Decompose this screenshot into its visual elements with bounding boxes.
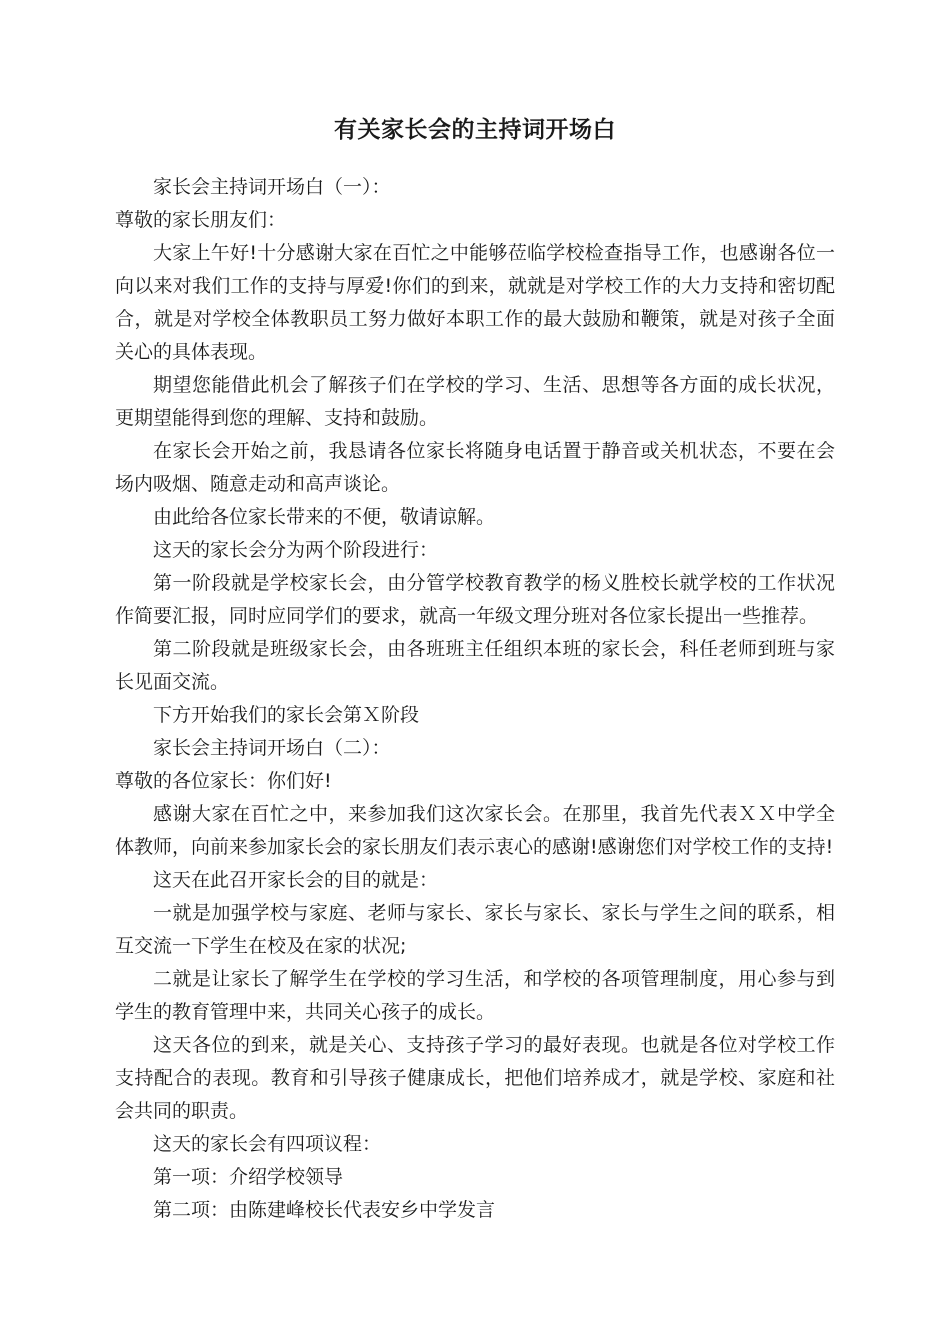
paragraph: 第一项：介绍学校领导 — [153, 1166, 344, 1188]
paragraph: 这天在此召开家长会的目的就是： — [153, 869, 439, 891]
paragraph: 这天的家长会分为两个阶段进行： — [153, 539, 439, 561]
paragraph: 一就是加强学校与家庭、老师与家长、家长与家长、家长与学生之间的联系，相互交流一下学生在校及在家的状况; — [115, 902, 835, 957]
paragraph: 第二项：由陈建峰校长代表安乡中学发言 — [153, 1199, 496, 1221]
paragraph: 第一阶段就是学校家长会，由分管学校教育教学的杨义胜校长就学校的工作状况作简要汇报，同时应同学们的要求，就高一年级文理分班对各位家长提出一些推荐。 — [115, 572, 835, 627]
document-body — [115, 171, 835, 1227]
paragraph: 家长会主持词开场白（一）： — [153, 176, 391, 198]
paragraph: 大家上午好!十分感谢大家在百忙之中能够莅临学校检查指导工作，也感谢各位一向以来对我们工作的支持与厚爱!你们的到来，就就是对学校工作的大力支持和密切配合，就是对学校全体教职员工努力做好本职工作的最大鼓励和鞭策，就是对孩子全面关心的具体表现。 — [115, 242, 835, 363]
paragraph: 感谢大家在百忙之中，来参加我们这次家长会。在那里，我首先代表ＸＸ中学全体教师，向前来参加家长会的家长朋友们表示衷心的感谢!感谢您们对学校工作的支持! — [115, 803, 835, 858]
paragraph: 尊敬的家长朋友们： — [115, 209, 287, 231]
paragraph: 由此给各位家长带来的不便，敬请谅解。 — [153, 506, 496, 528]
paragraph: 家长会主持词开场白（二）： — [153, 737, 391, 759]
paragraph: 这天各位的到来，就是关心、支持孩子学习的最好表现。也就是各位对学校工作支持配合的表现。教育和引导孩子健康成长，把他们培养成才，就是学校、家庭和社会共同的职责。 — [115, 1034, 835, 1122]
document-title: 有关家长会的主持词开场白 — [334, 117, 616, 143]
paragraph: 尊敬的各位家长：你们好! — [115, 770, 332, 792]
paragraph: 第二阶段就是班级家长会，由各班班主任组织本班的家长会，科任老师到班与家长见面交流。 — [115, 638, 835, 693]
paragraph: 期望您能借此机会了解孩子们在学校的学习、生活、思想等各方面的成长状况，更期望能得到您的理解、支持和鼓励。 — [115, 374, 835, 429]
paragraph: 下方开始我们的家长会第Ｘ阶段 — [153, 704, 420, 726]
paragraph: 在家长会开始之前，我恳请各位家长将随身电话置于静音或关机状态，不要在会场内吸烟、随意走动和高声谈论。 — [115, 440, 835, 495]
paragraph: 二就是让家长了解学生在学校的学习生活，和学校的各项管理制度，用心参与到学生的教育管理中来，共同关心孩子的成长。 — [115, 968, 835, 1023]
paragraph: 这天的家长会有四项议程： — [153, 1133, 382, 1155]
